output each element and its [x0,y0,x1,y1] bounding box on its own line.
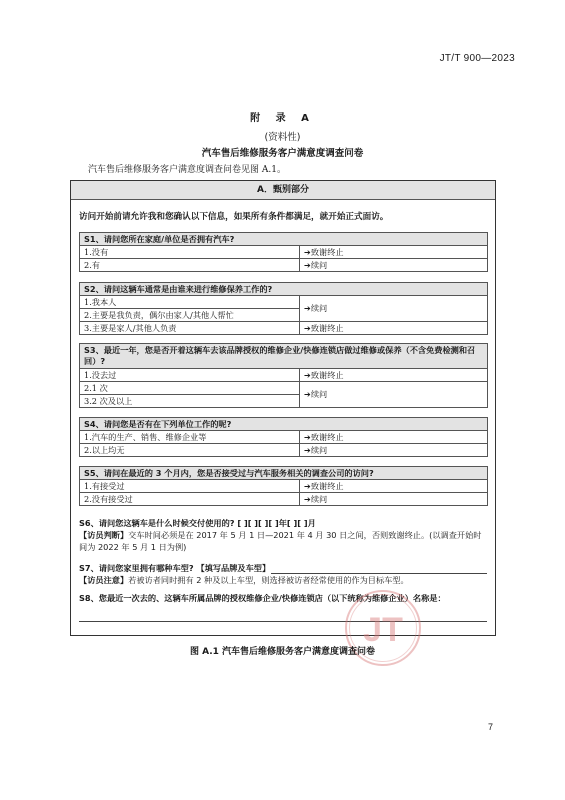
figure-caption: 图 A.1 汽车售后维修服务客户满意度调查问卷 [189,647,376,657]
option-label: 1.没有 [80,246,300,259]
intro-text: 汽车售后维修服务客户满意度调查问卷见图 A.1。 [88,165,286,175]
annex-note: (资料性) [264,132,301,143]
question-s7 [79,562,487,586]
option-action: ➔续问 [300,296,488,322]
judge-text: 交车时间必须是在 2017 年 5 月 1 日—2021 年 4 月 30 日之间，否则致谢终止。(以调查开始时间为 2022 年 5 月 1 日为例) [79,530,482,552]
option-label: 2.1 次 [80,382,300,395]
table-row[interactable] [80,369,488,382]
table-row[interactable] [80,246,488,259]
note-label: 【访员注意】 [79,575,129,585]
table-row[interactable] [80,382,488,395]
s7-answer-line[interactable] [271,573,487,574]
interviewer-judgement [79,529,487,553]
option-label: 2.主要是我负责，偶尔由家人/其他人帮忙 [80,309,300,322]
jt-seal-watermark: JT [345,590,421,666]
table-row[interactable] [80,322,488,335]
option-action: ➔致谢终止 [300,369,488,382]
question-text[interactable]: S7、请问您家里拥有哪种车型? 【填写品牌及车型】 [79,563,271,573]
question-text: S4、请问您是否有在下列单位工作的呢? [80,418,488,431]
option-action: ➔续问 [300,493,488,506]
judge-label: 【访员判断】 [79,530,129,540]
option-label: 2.有 [80,259,300,272]
document-title: 汽车售后维修服务客户满意度调查问卷 [201,148,364,159]
table-row[interactable] [80,296,488,309]
interviewer-note [79,574,487,586]
table-row[interactable] [80,493,488,506]
option-label: 3.主要是家人/其他人负责 [80,322,300,335]
question-text: S5、请问在最近的 3 个月内，您是否接受过与汽车服务相关的调查公司的访问? [80,467,488,480]
question-table-s2 [79,282,488,335]
question-text: S3、最近一年，您是否开着这辆车去该品牌授权的维修企业/快修连锁店做过维修或保养（不含免费检测和召回）? [80,344,488,369]
option-action: ➔续问 [300,259,488,272]
page-number: 7 [487,722,493,732]
s8-answer-line[interactable] [79,621,487,622]
question-text: S1、请问您所在家庭/单位是否拥有汽车? [80,233,488,246]
option-action: ➔致谢终止 [300,480,488,493]
questionnaire-frame [70,180,496,636]
question-text: S2、请问这辆车通常是由谁来进行维修保养工作的? [80,283,488,296]
section-preface: 访问开始前请允许我和您确认以下信息，如果所有条件都满足，就开始正式面访。 [79,212,389,222]
option-action: ➔致谢终止 [300,322,488,335]
question-table-s3 [79,343,488,408]
option-action: ➔致谢终止 [300,431,488,444]
table-row[interactable] [80,259,488,272]
question-s8 [79,592,487,604]
question-table-s5 [79,466,488,506]
question-text[interactable]: S8、您最近一次去的、这辆车所属品牌的授权维修企业/快修连锁店（以下统称为维修企业）名称是： [79,593,446,603]
option-label: 2.以上均无 [80,444,300,457]
table-row[interactable] [80,431,488,444]
question-text[interactable]: S6、请问您这辆车是什么时候交付使用的? [ ][ ][ ][ ]年[ ][ ]月 [79,518,316,528]
note-text: 若被访者同时拥有 2 种及以上车型，则选择被访者经常使用的作为目标车型。 [128,575,409,585]
option-label: 3.2 次及以上 [80,395,300,408]
annex-title: 附 录 A [250,113,315,124]
section-heading: A．甄别部分 [71,181,495,200]
standard-code: JT/T 900—2023 [439,53,515,64]
question-table-s4 [79,417,488,457]
table-row[interactable] [80,480,488,493]
option-action: ➔续问 [300,444,488,457]
option-action: ➔致谢终止 [300,246,488,259]
option-label: 1.没去过 [80,369,300,382]
table-row[interactable] [80,444,488,457]
option-label: 2.没有接受过 [80,493,300,506]
option-label: 1.我本人 [80,296,300,309]
question-s6 [79,517,487,553]
option-label: 1.有接受过 [80,480,300,493]
option-action: ➔续问 [300,382,488,408]
option-label: 1.汽车的生产、销售、维修企业等 [80,431,300,444]
question-table-s1 [79,232,488,272]
